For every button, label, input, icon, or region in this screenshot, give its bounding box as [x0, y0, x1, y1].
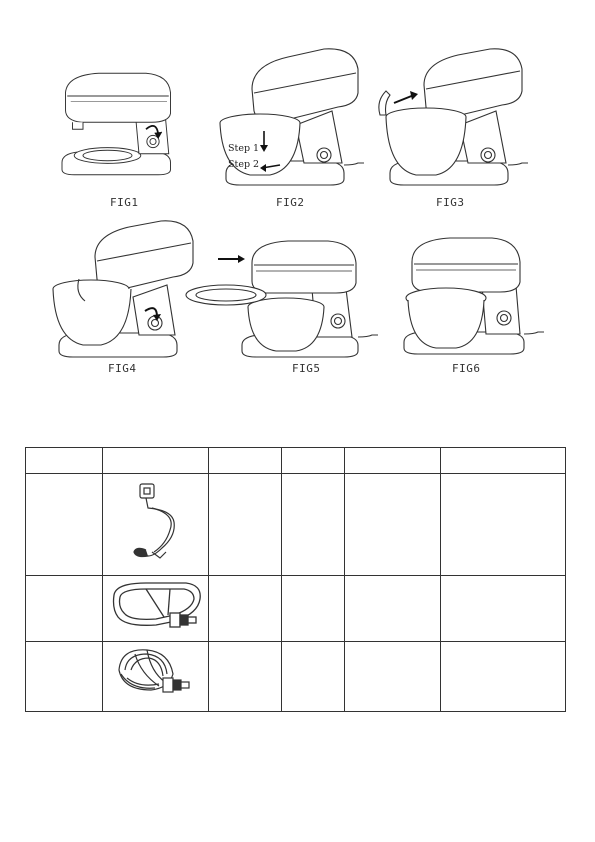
header-cell	[441, 448, 566, 474]
table-cell	[282, 642, 345, 712]
dough-hook-cell	[103, 474, 209, 576]
table-cell	[26, 474, 103, 576]
table-cell	[26, 576, 103, 642]
header-cell	[282, 448, 345, 474]
table-row	[26, 474, 566, 576]
table-cell	[282, 474, 345, 576]
flat-beater-cell	[103, 576, 209, 642]
table-cell	[209, 474, 282, 576]
wire-whisk-cell	[103, 642, 209, 712]
dough-hook-icon	[126, 478, 186, 568]
table-row	[26, 642, 566, 712]
header-cell	[26, 448, 103, 474]
table-cell	[282, 576, 345, 642]
figure-6-caption: FIG6	[452, 362, 481, 375]
table-cell	[209, 576, 282, 642]
figure-5-caption: FIG5	[292, 362, 321, 375]
figure-2	[208, 45, 368, 195]
figure-3-caption: FIG3	[436, 196, 465, 209]
table-row	[26, 576, 566, 642]
figure-4-caption: FIG4	[108, 362, 137, 375]
table-cell	[26, 642, 103, 712]
figure-1	[55, 60, 195, 195]
figure-1-caption: FIG1	[110, 196, 139, 209]
step-1-label: Step 1	[228, 143, 260, 154]
header-cell	[345, 448, 441, 474]
table-cell	[345, 642, 441, 712]
wire-whisk-icon	[111, 644, 201, 706]
flat-beater-icon	[106, 577, 206, 637]
step-2-label: Step 2	[228, 159, 260, 170]
header-cell	[209, 448, 282, 474]
table-cell	[441, 576, 566, 642]
table-cell	[441, 642, 566, 712]
table-header-row	[26, 448, 566, 474]
header-cell	[103, 448, 209, 474]
accessory-table	[25, 447, 566, 712]
figure-2-caption: FIG2	[276, 196, 305, 209]
table-cell	[345, 474, 441, 576]
table-cell	[441, 474, 566, 576]
table-cell	[345, 576, 441, 642]
table-cell	[209, 642, 282, 712]
figure-4	[45, 215, 195, 365]
figure-5	[182, 235, 382, 365]
figure-6	[388, 232, 548, 362]
figure-3	[372, 45, 532, 195]
